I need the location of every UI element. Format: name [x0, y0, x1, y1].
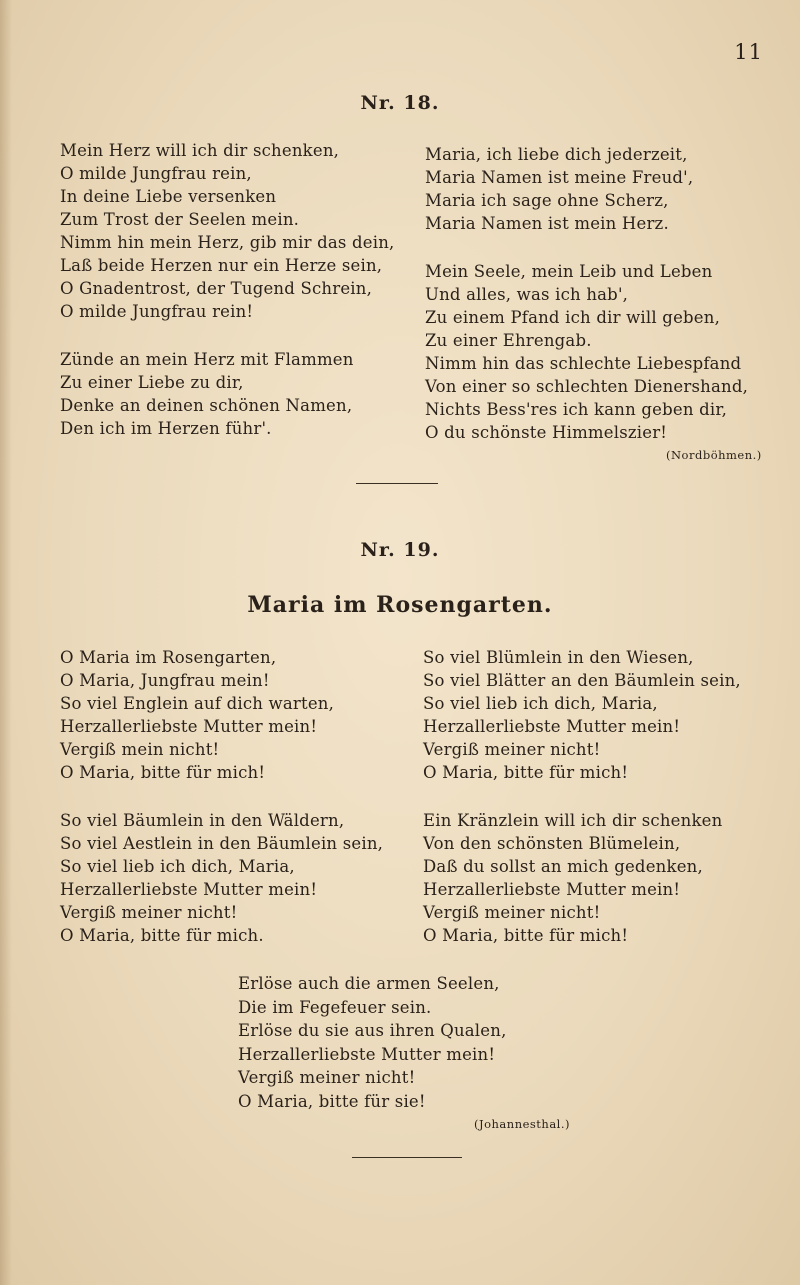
verse-line: So viel Aestlein in den Bäumlein sein,	[60, 834, 384, 853]
verse-line: Vergiß meiner nicht!	[60, 903, 238, 922]
verse-line: O Gnadentrost, der Tugend Schrein,	[60, 279, 373, 298]
verse-line: O du schönste Himmelszier!	[425, 423, 668, 442]
verse-line: Mein Seele, mein Leib und Leben	[425, 262, 713, 281]
verse-line: Maria ich sage ohne Scherz,	[425, 191, 669, 210]
song-19-right-column	[423, 646, 741, 947]
verse-line: O Maria, Jungfrau mein!	[60, 671, 270, 690]
verse-line: Maria Namen ist meine Freud',	[425, 168, 694, 187]
page-number: 11	[734, 40, 763, 64]
stanza-gap	[425, 235, 748, 260]
verse-line: Denke an deinen schönen Namen,	[60, 396, 353, 415]
verse-line: Herzallerliebste Mutter mein!	[423, 880, 681, 899]
verse-line: So viel lieb ich dich, Maria,	[423, 694, 658, 713]
verse-line: O Maria, bitte für sie!	[238, 1091, 426, 1111]
verse-line: So viel Blümlein in den Wiesen,	[423, 648, 694, 667]
song-19-title: Maria im Rosengarten.	[247, 592, 553, 618]
verse-line: O Maria, bitte für mich.	[60, 926, 264, 945]
song-18-source: (Nordböhmen.)	[666, 448, 762, 462]
verse-line: Zu einer Liebe zu dir,	[60, 373, 244, 392]
verse-line: Laß beide Herzen nur ein Herze sein,	[60, 256, 383, 275]
verse-line: O Maria, bitte für mich!	[423, 763, 629, 782]
verse-line: Vergiß meiner nicht!	[423, 903, 601, 922]
stanza-gap	[60, 323, 395, 348]
verse-line: Die im Fegefeuer sein.	[238, 997, 432, 1017]
verse-line: Vergiß meiner nicht!	[423, 740, 601, 759]
verse-line: Zu einem Pfand ich dir will geben,	[425, 308, 721, 327]
verse-line: Maria Namen ist mein Herz.	[425, 214, 669, 233]
section-divider	[352, 1157, 462, 1158]
verse-line: Mein Herz will ich dir schenken,	[60, 141, 340, 160]
song-19-number: Nr. 19.	[360, 539, 440, 561]
verse-line: Herzallerliebste Mutter mein!	[60, 717, 318, 736]
verse-line: Nimm hin das schlechte Liebespfand	[425, 354, 742, 373]
song-18-right-column	[425, 143, 748, 444]
verse-line: So viel Bäumlein in den Wäldern,	[60, 811, 345, 830]
verse-line: Herzallerliebste Mutter mein!	[238, 1044, 496, 1064]
verse-line: Nichts Bess'res ich kann geben dir,	[425, 400, 728, 419]
verse-line: O Maria, bitte für mich!	[60, 763, 266, 782]
verse-line: Vergiß meiner nicht!	[238, 1068, 416, 1088]
verse-line: So viel lieb ich dich, Maria,	[60, 857, 295, 876]
verse-line: Ein Kränzlein will ich dir schenken	[423, 811, 723, 830]
verse-line: Und alles, was ich hab',	[425, 285, 629, 304]
verse-line: Herzallerliebste Mutter mein!	[423, 717, 681, 736]
verse-line: Zünde an mein Herz mit Flammen	[60, 350, 354, 369]
verse-line: Herzallerliebste Mutter mein!	[60, 880, 318, 899]
song-19-final-stanza	[238, 972, 507, 1114]
verse-line: Zu einer Ehrengab.	[425, 331, 592, 350]
song-19-source: (Johannesthal.)	[474, 1117, 571, 1131]
verse-line: O milde Jungfrau rein,	[60, 164, 252, 183]
song-18-number: Nr. 18.	[360, 92, 440, 114]
verse-line: Von den schönsten Blümelein,	[423, 834, 681, 853]
verse-line: Von einer so schlechten Dienershand,	[425, 377, 749, 396]
verse-line: Vergiß mein nicht!	[60, 740, 220, 759]
verse-line: Maria, ich liebe dich jederzeit,	[425, 145, 688, 164]
verse-line: O Maria, bitte für mich!	[423, 926, 629, 945]
song-18-left-column	[60, 139, 395, 440]
verse-line: Zum Trost der Seelen mein.	[60, 210, 300, 229]
stanza-gap	[60, 784, 383, 809]
verse-line: Erlöse auch die armen Seelen,	[238, 974, 500, 993]
verse-line: Daß du sollst an mich gedenken,	[423, 857, 703, 876]
song-19-left-column	[60, 646, 383, 947]
section-divider	[356, 483, 438, 484]
verse-line: So viel Blätter an den Bäumlein sein,	[423, 671, 741, 690]
verse-line: O milde Jungfrau rein!	[60, 302, 254, 321]
page-edge-shadow	[0, 0, 12, 1285]
verse-line: In deine Liebe versenken	[60, 187, 277, 206]
stanza-gap	[423, 784, 741, 809]
verse-line: Erlöse du sie aus ihren Qualen,	[238, 1021, 507, 1041]
verse-line: Nimm hin mein Herz, gib mir das dein,	[60, 233, 395, 252]
verse-line: So viel Englein auf dich warten,	[60, 694, 335, 713]
verse-line: O Maria im Rosengarten,	[60, 648, 277, 667]
verse-line: Den ich im Herzen führ'.	[60, 419, 272, 438]
